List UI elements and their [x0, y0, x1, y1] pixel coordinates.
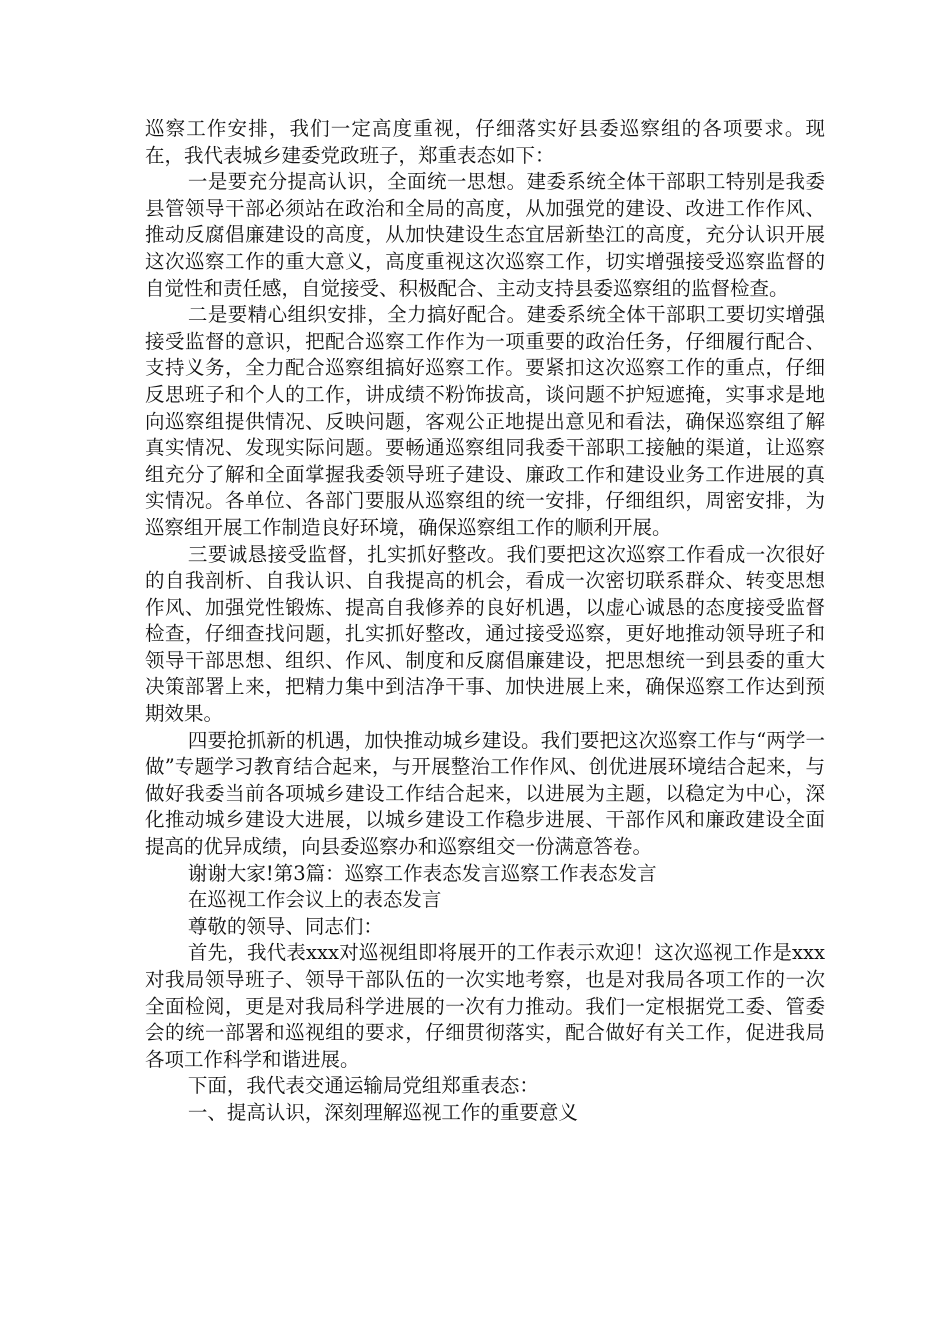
- document-body: [145, 116, 825, 1127]
- salutation: 尊敬的领导、同志们：: [187, 914, 383, 938]
- paragraph-3: 二是要精心组织安排，全力搞好配合。建委系统全体干部职工要切实增强接受监督的意识，把配合巡察工作作为一项重要的政治任务，仔细履行配合、支持义务，全力配合巡察组搞好巡察工作。要紧扣这次巡察工作的重点，仔细反思班子和个人的工作，讲成绩不粉饰拔高，谈问题不护短遮掩，实事求是地向巡察组提供情况、反映问题，客观公正地提出意见和看法，确保巡察组了解真实情况、发现实际问题。要畅通巡察组同我委干部职工接触的渠道，让巡察组充分了解和全面掌握我委领导班子建设、廉政工作和建设业务工作进展的真实情况。各单位、各部门要服从巡察组的统一安排，仔细组织，周密安排，为巡察组开展工作制造良好环境，确保巡察组工作的顺利开展。: [145, 303, 825, 539]
- paragraph-2: 一是要充分提高认识，全面统一思想。建委系统全体干部职工特别是我委县管领导干部必须站在政治和全局的高度，从加强党的建设、改进工作作风、推动反腐倡廉建设的高度，从加快建设生态宜居新垫江的高度，充分认识开展这次巡察工作的重大意义，高度重视这次巡察工作，切实增强接受巡察监督的自觉性和责任感，自觉接受、积极配合、主动支持县委巡察组的监督检查。: [145, 170, 825, 300]
- paragraph-statement-intro: 下面，我代表交通运输局党组郑重表态：: [187, 1074, 539, 1098]
- paragraph-5: 四要抢抓新的机遇，加快推动城乡建设。我们要把这次巡察工作与“两学一做”专题学习教育结合起来，与开展整治工作作风、创优进展环境结合起来，与做好我委当前各项城乡建设工作结合起来，以进展为主题，以稳定为中心，深化推动城乡建设大进展，以城乡建设工作稳步进展、干部作风和廉政建设全面提高的优异成绩，向县委巡察办和巡察组交一份满意答卷。: [145, 728, 825, 859]
- paragraph-opening: 首先，我代表xxx对巡视组即将展开的工作表示欢迎！这次巡视工作是xxx对我局领导班子、领导干部队伍的一次实地考察，也是对我局各项工作的一次全面检阅，更是对我局科学进展的一次有力推动。我们一定根据党工委、管委会的统一部署和巡视组的要求，仔细贯彻落实，配合做好有关工作，促进我局各项工作科学和谐进展。: [145, 941, 825, 1071]
- thanks-and-section-title: 谢谢大家!第3篇：巡察工作表态发言巡察工作表态发言: [187, 861, 657, 885]
- paragraph-1: 巡察工作安排，我们一定高度重视，仔细落实好县委巡察组的各项要求。现在，我代表城乡建委党政班子，郑重表态如下：: [145, 117, 825, 167]
- paragraph-4: 三要诚恳接受监督，扎实抓好整改。我们要把这次巡察工作看成一次很好的自我剖析、自我认识、自我提高的机会，看成一次密切联系群众、转变思想作风、加强党性锻炼、提高自我修养的良好机遇，以虚心诚恳的态度接受监督检查，仔细查找问题，扎实抓好整改，通过接受巡察，更好地推动领导班子和领导干部思想、组织、作风、制度和反腐倡廉建设，把思想统一到县委的重大决策部署上来，把精力集中到洁净干事、加快进展上来，确保巡察工作达到预期效果。: [145, 542, 825, 726]
- heading-point-one: 一、提高认识，深刻理解巡视工作的重要意义: [187, 1100, 578, 1124]
- speech-title: 在巡视工作会议上的表态发言: [187, 888, 442, 912]
